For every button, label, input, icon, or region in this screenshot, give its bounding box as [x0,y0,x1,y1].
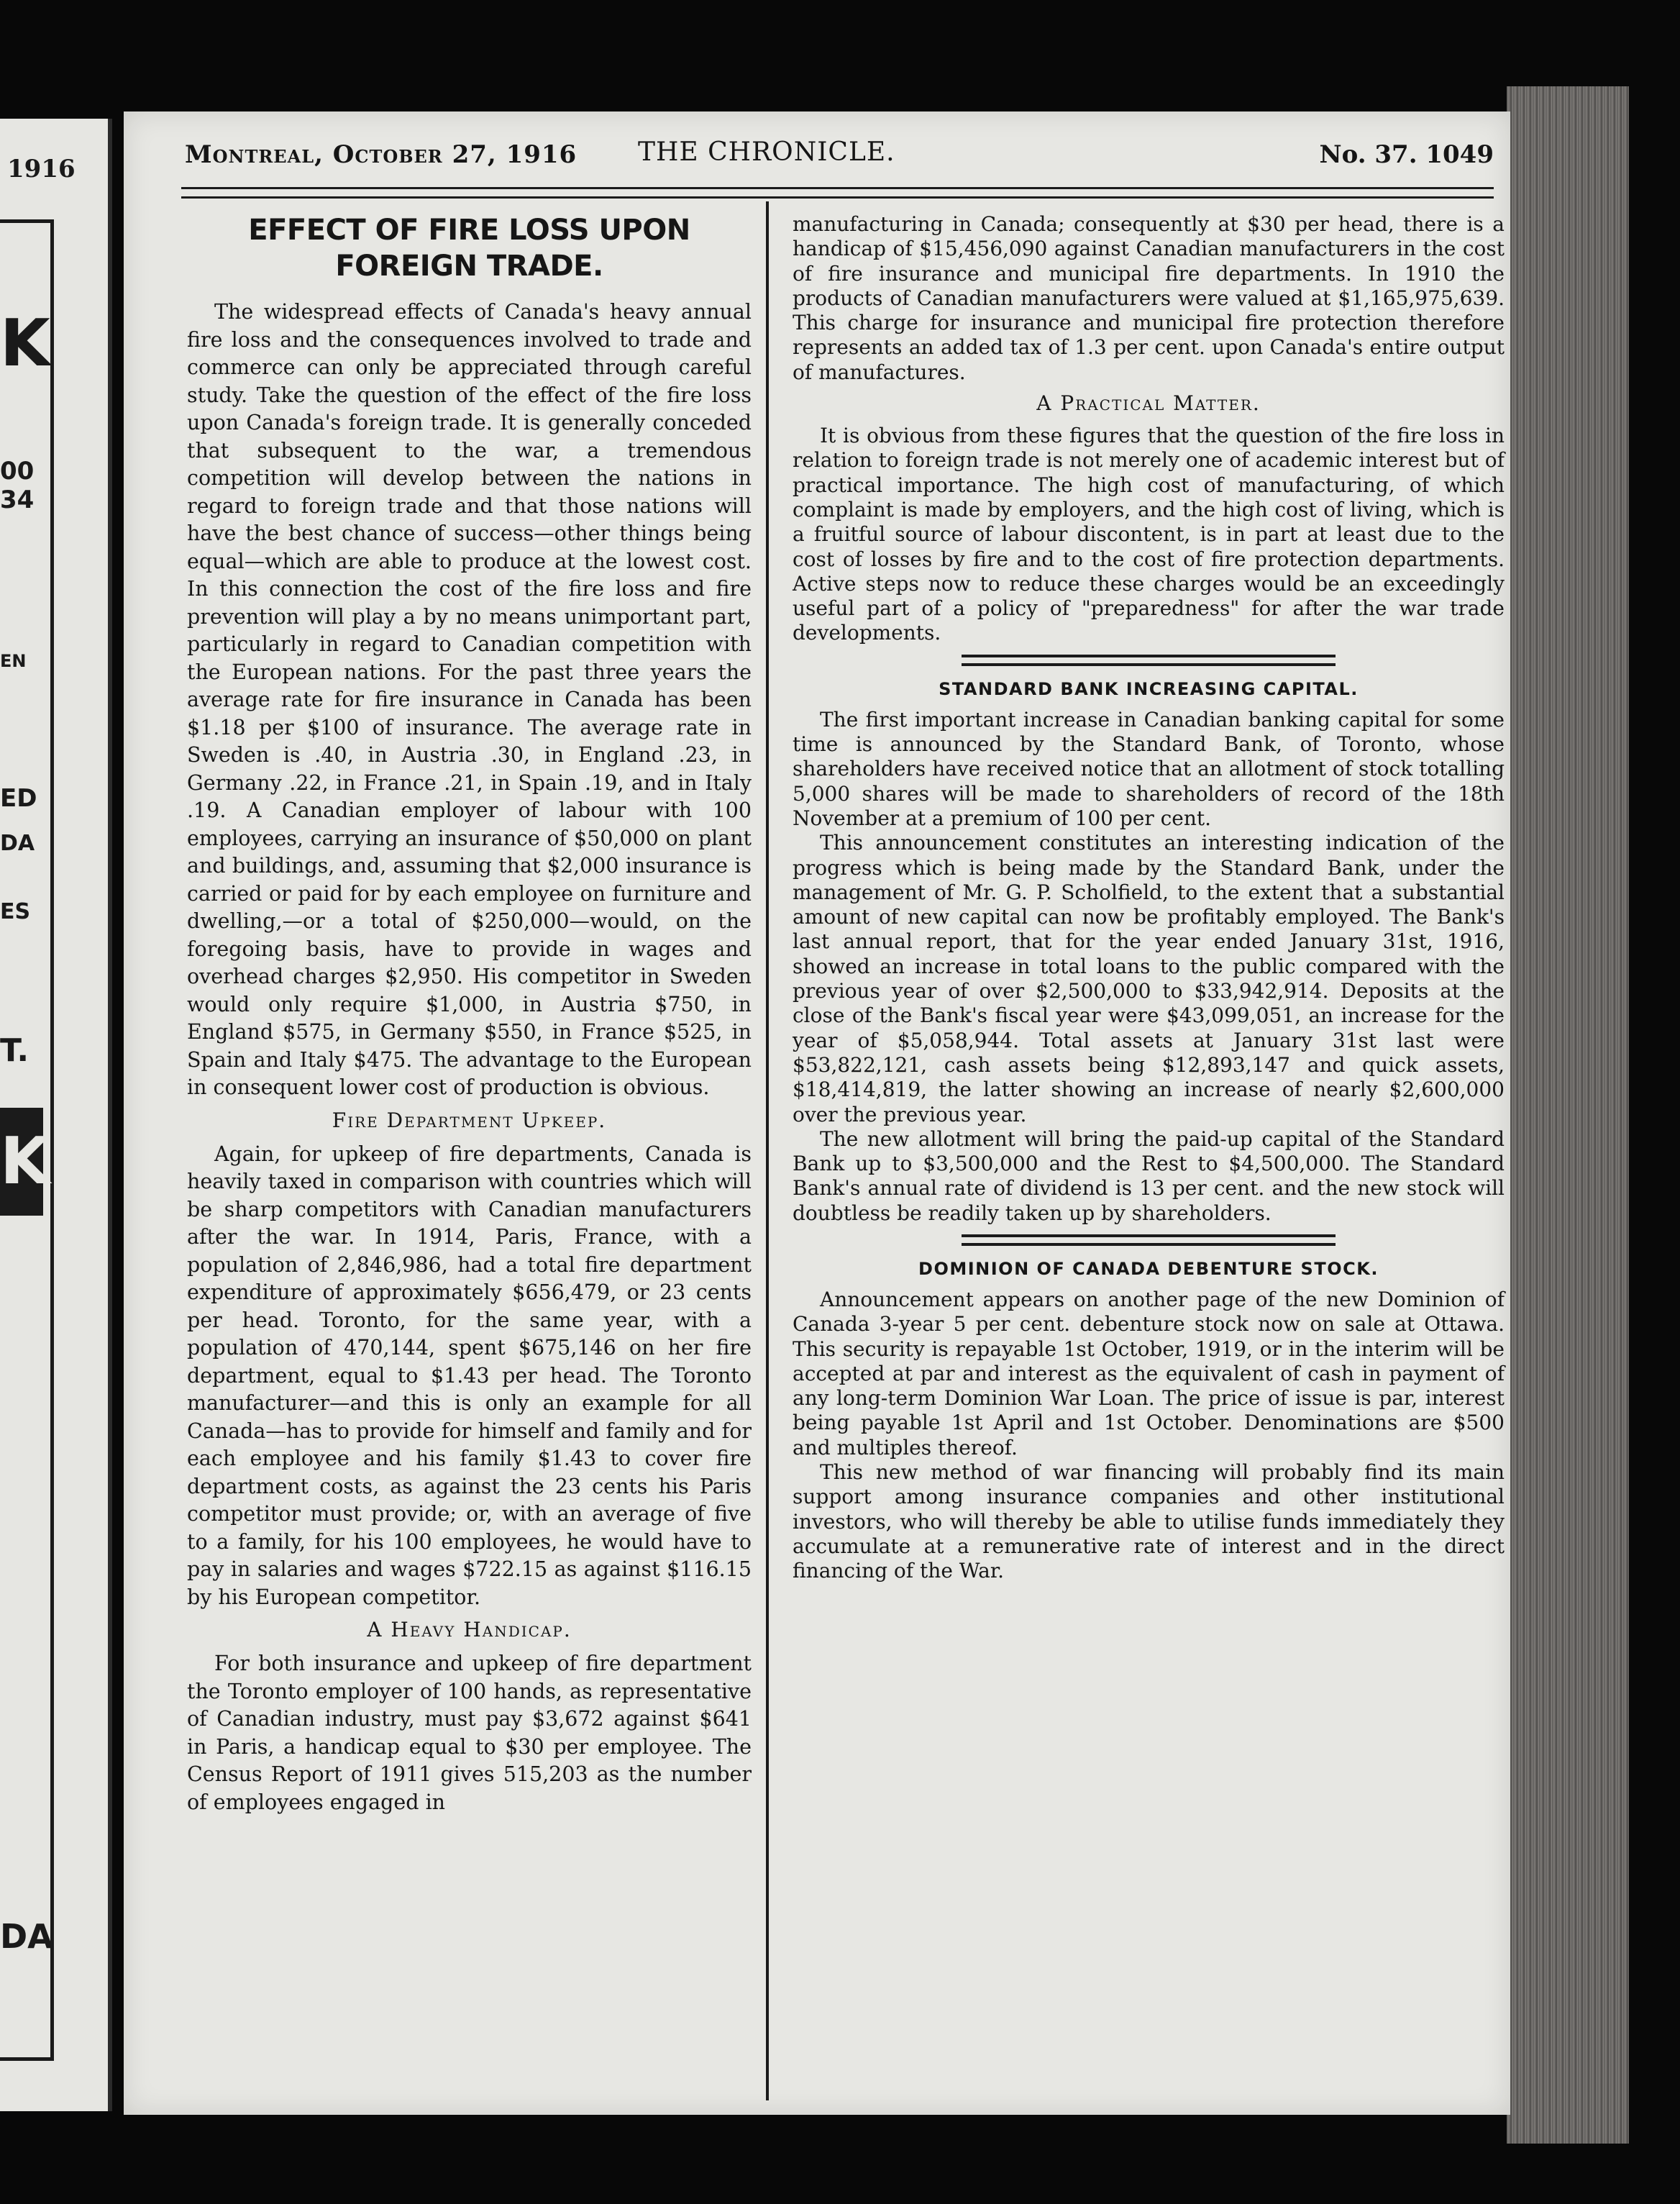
left-fragment: ED [0,784,37,813]
header-rule [181,187,1494,199]
left-facing-page [0,119,112,2111]
article-separator [962,655,1336,666]
left-fragment: DA [0,1917,53,1956]
article-paragraph: Again, for upkeep of fire departments, Canada is heavily taxed in comparison with countries which will be sharp competitors with Canadian manufacturers after the war. In 1914, Paris, France, with a population of 2,846,986, had a total fire department expenditure of approximately $656,479, or 23 cents per head. Toronto, for the same year, with a population of 470,144, spent $675,146 on her fire department, equal to $1.43 per head. The Toronto manufacturer—and this is only an example for all Canada—has to provide for himself and family and for each employee and his family $1.43 to cover fire department costs, as against the 23 cents his Paris competitor must provide; or, with an average of five to a family, for his 100 employees, he would have to pay in salaries and wages $722.15 as against $116.15 by his European competitor. [187,1142,752,1609]
subheading-fire-department-upkeep: Fire Department Upkeep. [332,1108,607,1132]
header-dateline: Montreal, October 27, 1916 [185,140,578,169]
left-fragment-dark: K [0,1108,43,1216]
article-paragraph: For both insurance and upkeep of fire department the Toronto employer of 100 hands, as representative of Canadian industry, must pay $3,672 against $641 in Paris, a handicap equal to $30 per employee. The Census Report of 1911 gives 515,203 as the number of employees engaged in [187,1652,752,1814]
article-paragraph: Announcement appears on another page of the new Dominion of Canada 3-year 5 per cent. debenture stock now on sale at Ottawa. This security is repayable 1st October, 1919, or in the interim will be accepted at par and interest as the equivalent of cash in payment of any long-term Dominion War Loan. The price of issue is par, interest being payable 1st April and 1st October. Denominations are $500 and multiples thereof. [793,1287,1505,1460]
article-paragraph: The widespread effects of Canada's heavy annual fire loss and the consequences involved to trade and commerce can only be appreciated through careful study. Take the question of the effect of the fire loss upon Canada's foreign trade. It is generally conceded that subsequent to the war, a tremendous competition will develop between the nations in regard to foreign trade and that those nations will have the best chance of success—other things being equal—which are able to produce at the lowest cost. In this connection the cost of the fire loss and fire prevention will play a by no means unimportant part, particularly in regard to Canadian competition with the European nations. For the past three years the average rate for fire insurance in Canada has been $1.18 per $100 of insurance. The average rate in Sweden is .40, in Austria .30, in England .23, in Germany .22, in France .21, in Spain .19, and in Italy .19. A Canadian employer of labour with 100 employees, carrying an insurance of $50,000 on plant and buildings, and, assuming that $2,000 insurance is carried or paid for by each employee on furniture and dwelling,—or a total of $250,000—would, on the foregoing basis, have to provide in wages and overhead charges $2,950. His competitor in Sweden would only require $1,000, in Austria $750, in England $575, in Germany $550, in France $525, in Spain and Italy $475. The advantage to the European in consequent lower cost of production is obvious. [187,300,752,1099]
header-issue-page: No. 37. 1049 [1319,140,1494,169]
left-fragment: T. [0,1032,29,1069]
subheading-heavy-handicap: A Heavy Handicap. [367,1618,572,1641]
article-paragraph: The new allotment will bring the paid-up capital of the Standard Bank up to $3,500,000 and the Rest to $4,500,000. The Standard Bank's annual rate of dividend is 13 per cent. and the new stock will doubtless be readily taken up by shareholders. [793,1126,1505,1225]
article-paragraph: This announcement constitutes an interesting indication of the progress which is being made by the Standard Bank, under the management of Mr. G. P. Scholfield, to the extent that a substantial amount of new capital can now be profitably employed. The Bank's last annual report, that for the year ended January 31st, 1916, showed an increase in total loans to the public compared with the previous year of over $2,500,000 to $33,942,914. Deposits at the close of the Bank's fiscal year were $43,099,051, an increase for the year of $5,058,944. Total assets at January 31st last were $53,822,121, cash assets being $12,893,147 and quick assets, $18,414,819, the latter showing an increase of nearly $2,600,000 over the previous year. [793,831,1505,1126]
page-stack-edges [1507,86,1629,2144]
article-title-dominion-debenture: DOMINION OF CANADA DEBENTURE STOCK. [918,1258,1379,1279]
article-paragraph: This new method of war financing will probably find its main support among insurance companies and other institutional investors, who will thereby be able to utilise funds immediately they accumulate at a remunerative rate of interest and in the direct financing of the War. [793,1460,1505,1583]
header-publication-title: THE CHRONICLE. [638,137,895,167]
left-fragment: 34 [0,486,35,514]
article-paragraph-continued: manufacturing in Canada; consequently at $30 per head, there is a handicap of $15,456,090 against Canadian manufacturers in the cost of fire insurance and municipal fire departments. In 1910 the products of Canadian manufacturers were valued at $1,165,975,639. This charge for insurance and municipal fire protection therefore represents an added tax of 1.3 per cent. upon Canada's entire output of manufactures. [793,212,1505,384]
left-fragment: EN [0,651,27,671]
article-paragraph: The first important increase in Canadian banking capital for some time is announced by the Standard Bank, of Toronto, whose shareholders have received notice that an allotment of stock totalling 5,000 shares will be made to shareholders of record of the 18th November at a premium of 100 per cent. [793,707,1505,830]
left-page-year: 1916 [7,155,76,183]
newspaper-page [124,111,1510,2115]
left-fragment: K [0,306,50,381]
page-header [185,137,1494,183]
article-separator [962,1234,1336,1246]
column-divider [766,201,769,2100]
article-title-standard-bank: STANDARD BANK INCREASING CAPITAL. [939,678,1359,699]
left-column [187,212,752,1816]
article-title-fire-loss: EFFECT OF FIRE LOSS UPON FOREIGN TRADE. [248,214,690,283]
left-fragment: ES [0,899,31,924]
subheading-practical-matter: A Practical Matter. [1036,391,1261,416]
right-column [793,212,1505,1584]
left-fragment: 00 [0,457,35,486]
left-fragment: DA [0,831,35,856]
article-paragraph: It is obvious from these figures that the question of the fire loss in relation to foreign trade is not merely one of academic interest but of practical importance. The high cost of manufacturing, of which complaint is made by employers, and the high cost of living, which is a fruitful source of labour discontent, is in part at least due to the cost of losses by fire and to the cost of fire protection departments. Active steps now to reduce these charges would be an exceedingly useful part of a policy of "preparedness" for after the war trade developments. [793,424,1505,645]
